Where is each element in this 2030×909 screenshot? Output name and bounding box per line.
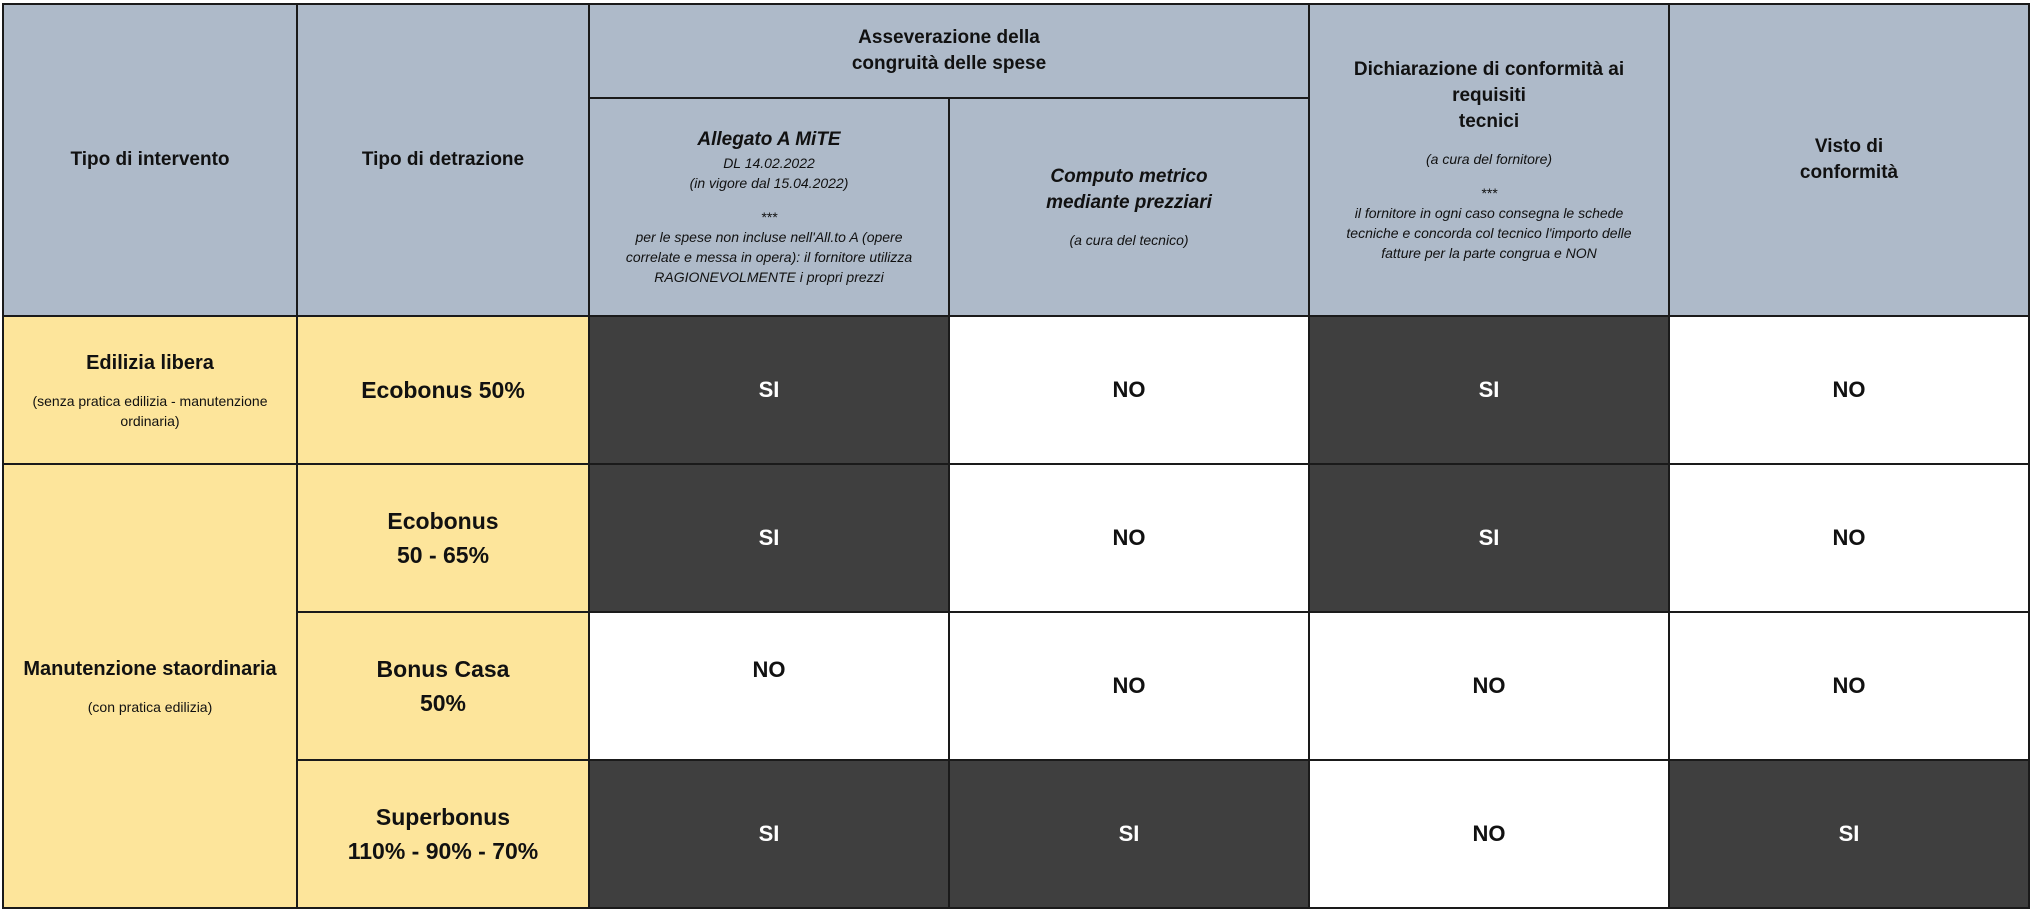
header-tipo-detrazione: Tipo di detrazione	[297, 4, 589, 316]
value-cell: SI	[589, 464, 949, 612]
detrazione-label: Ecobonus 50 - 65%	[297, 464, 589, 612]
value-cell: SI	[1309, 316, 1669, 464]
value-cell: NO	[589, 612, 949, 760]
header-tipo-intervento: Tipo di intervento	[3, 4, 297, 316]
group-manutenzione-straordinaria: Manutenzione staordinaria (con pratica edilizia)	[3, 464, 297, 908]
value-cell: SI	[949, 760, 1309, 908]
header-computo: Computo metrico mediante prezziari (a cura del tecnico)	[949, 98, 1309, 316]
detrazione-label: Bonus Casa 50%	[297, 612, 589, 760]
value-cell: SI	[589, 316, 949, 464]
value-cell: SI	[1669, 760, 2029, 908]
table-row	[3, 464, 2029, 612]
value-cell: NO	[1309, 760, 1669, 908]
value-cell: NO	[1669, 464, 2029, 612]
group-edilizia-libera: Edilizia libera (senza pratica edilizia - manutenzione ordinaria)	[3, 316, 297, 464]
value-cell: SI	[589, 760, 949, 908]
value-cell: NO	[949, 464, 1309, 612]
value-cell: NO	[1669, 316, 2029, 464]
value-cell: NO	[949, 612, 1309, 760]
value-cell: NO	[949, 316, 1309, 464]
detrazione-label: Ecobonus 50%	[297, 316, 589, 464]
value-cell: NO	[1309, 612, 1669, 760]
header-visto: Visto di conformità	[1669, 4, 2029, 316]
value-cell: NO	[1669, 612, 2029, 760]
detrazione-label: Superbonus 110% - 90% - 70%	[297, 760, 589, 908]
table-row	[3, 612, 2029, 760]
table-row	[3, 760, 2029, 908]
header-dichiarazione: Dichiarazione di conformità ai requisiti tecnici (a cura del fornitore) *** il fornitore in ogni caso consegna le schede tecniche e concorda col tecnico l'importo delle fatture per la parte congrua e NON	[1309, 4, 1669, 316]
value-cell: SI	[1309, 464, 1669, 612]
table-row	[3, 316, 2029, 464]
comparison-table	[2, 3, 2030, 909]
header-asseverazione: Asseverazione della congruità delle spese	[589, 4, 1309, 98]
header-allegato: Allegato A MiTE DL 14.02.2022 (in vigore dal 15.04.2022) *** per le spese non incluse nell'All.to A (opere correlate e messa in opera): il fornitore utilizza RAGIONEVOLMENTE i propri prezzi	[589, 98, 949, 316]
